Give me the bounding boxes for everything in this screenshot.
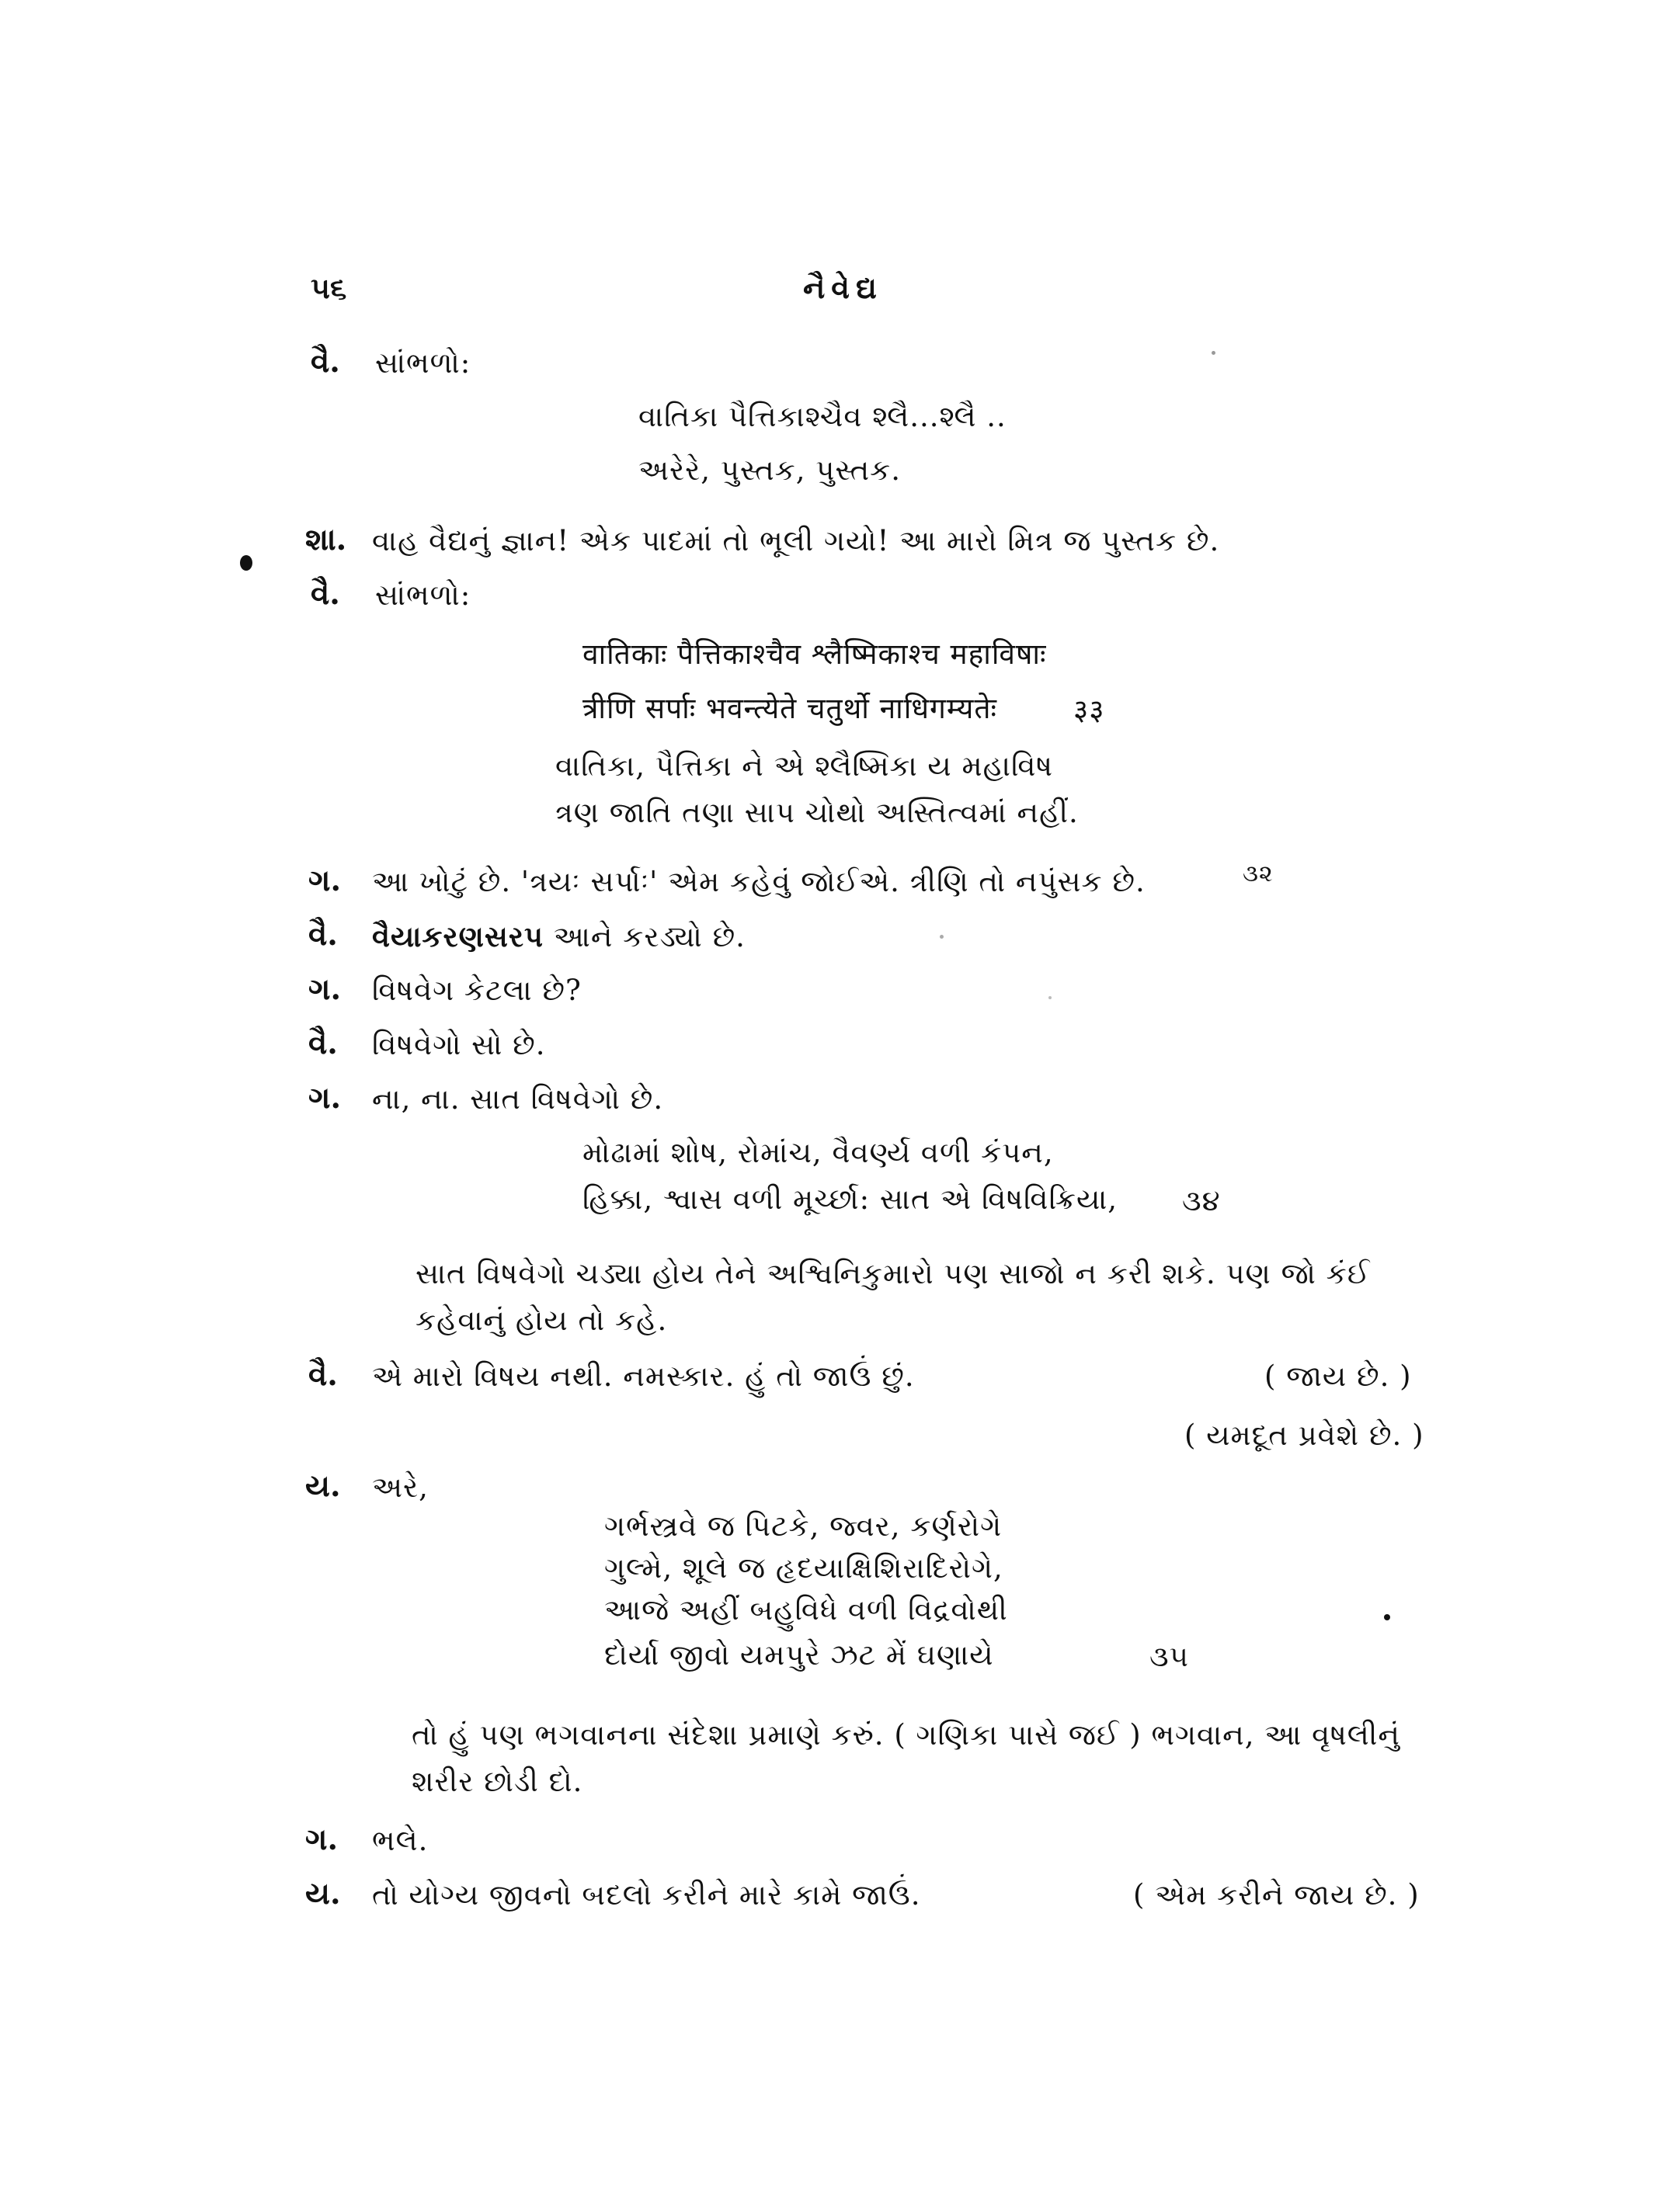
dialogue-text: એ મારો વિષય નથી. નમસ્કાર. હું તો જાઉં છું. bbox=[372, 1359, 915, 1393]
ink-speck bbox=[1048, 996, 1052, 999]
sanskrit-verse-line: त्रीणि सर्पाः भवन्त्येते चतुर्थो नाधिगम्यतेः bbox=[582, 692, 997, 725]
verse-line: હિક્કા, શ્વાસ વળી મૂર્ચ્છા: સાત એ વિષવિક્રિયા, bbox=[582, 1182, 1118, 1216]
verse-line: ત્રણ જાતિ તણા સાપ ચોથો અસ્તિત્વમાં નહીં. bbox=[555, 796, 1079, 829]
sanskrit-verse-line: वातिकाः पैत्तिकाश्चैव श्लैष्मिकाश्च महाविषाः bbox=[582, 637, 1047, 671]
prose-line: સાત વિષવેગો ચડ્યા હોય તેને અશ્વિનિકુમારો પણ સાજો ન કરી શકે. પણ જો કંઈ bbox=[416, 1257, 1371, 1290]
emphasized-word: વૈયાકરણસરપ bbox=[372, 919, 544, 953]
speaker-label: વૈ. bbox=[311, 576, 340, 612]
dialogue-text: વિષવેગ કેટલા છે? bbox=[372, 974, 582, 1007]
speaker-label: વૈ. bbox=[308, 1026, 338, 1061]
speaker-label: વૈ. bbox=[311, 344, 340, 380]
dialogue-text: સાંભળો: bbox=[375, 346, 471, 380]
ink-speck bbox=[1384, 1614, 1390, 1620]
stage-direction: ( એમ કરીને જાય છે. ) bbox=[1133, 1878, 1420, 1912]
stage-direction: ( જાય છે. ) bbox=[1264, 1359, 1412, 1393]
dialogue-text: ભલે. bbox=[372, 1824, 429, 1857]
dialogue-text: સાંભળો: bbox=[375, 578, 471, 612]
speaker-label: ગ. bbox=[305, 1821, 339, 1857]
verse-number: ३३ bbox=[1073, 693, 1105, 727]
dialogue-text: તો યોગ્ય જીવનો બદલો કરીને મારે કામે જાઉં. bbox=[372, 1878, 921, 1912]
verse-line: વાતિકા પૈત્તિકાશ્ચૈવ શ્લૈ...શ્લૈ .. bbox=[638, 400, 1007, 433]
dialogue-text: આ ખોટું છે. 'ત્રયઃ સર્પાઃ' એમ કહેવું જોઈએ. ત્રીણિ તો નપુંસક છે. bbox=[372, 865, 1146, 898]
stage-direction: ( યમદૂત પ્રવેશે છે. ) bbox=[1184, 1419, 1424, 1452]
verse-line: આજે અહીં બહુવિધે વળી વિદ્રવોથી bbox=[604, 1593, 1008, 1627]
dialogue-text: વાહ વૈદ્યનું જ્ઞાન! એક પાદમાં તો ભૂલી ગયો! આ મારો મિત્ર જ પુસ્તક છે. bbox=[372, 524, 1220, 557]
speaker-label: ગ. bbox=[308, 863, 342, 898]
speaker-label: ગ. bbox=[308, 1080, 342, 1116]
verse-number: ૩૪ bbox=[1182, 1184, 1221, 1217]
speaker-label: વૈ. bbox=[308, 1357, 338, 1393]
speaker-label: શા. bbox=[305, 522, 347, 557]
verse-number: ૩૫ bbox=[1149, 1640, 1189, 1673]
dialogue-text: ના, ના. સાત વિષવેગો છે. bbox=[372, 1082, 664, 1116]
dialogue-text: વિષવેગો સો છે. bbox=[372, 1028, 546, 1061]
speaker-label: વૈ. bbox=[308, 917, 338, 953]
running-title: નૈવેદ્ય bbox=[803, 270, 883, 305]
prose-line: તો હું પણ ભગવાનના સંદેશા પ્રમાણે કરું. ( ગણિકા પાસે જઈ ) ભગવાન, આ વૃષલીનું bbox=[412, 1718, 1400, 1752]
speaker-label: ય. bbox=[305, 1468, 341, 1504]
ink-speck bbox=[240, 555, 252, 571]
dialogue-text: આને કરડ્યો છે. bbox=[544, 920, 746, 953]
footnote-number: ૩૨ bbox=[1243, 860, 1274, 887]
verse-line: ગુલ્મે, શૂલે જ હૃદયાક્ષિશિરાદિરોગે, bbox=[604, 1551, 1003, 1585]
verse-line: ગર્ભસ્ત્રવે જ પિટકે, જ્વર, કર્ણરોગે bbox=[604, 1509, 1003, 1543]
verse-line: અરેરે, પુસ્તક, પુસ્તક. bbox=[638, 453, 902, 487]
prose-line: કહેવાનું હોય તો કહે. bbox=[416, 1304, 668, 1337]
dialogue-line bbox=[372, 919, 746, 954]
verse-line: મોઢામાં શોષ, રોમાંચ, વૈવર્ણ્ય વળી કંપન, bbox=[582, 1136, 1054, 1169]
dialogue-text: અરે, bbox=[372, 1471, 429, 1504]
page-number: ૫૬ bbox=[311, 270, 347, 305]
verse-line: દોર્યા જીવો યમપુરે ઝટ મેં ઘણાયે bbox=[604, 1638, 994, 1672]
ink-speck bbox=[940, 935, 944, 939]
prose-line: શરીર છોડી દો. bbox=[412, 1765, 583, 1798]
verse-line: વાતિકા, પૈત્તિકા ને એ શ્લૈષ્મિકા ય મહાવિષ bbox=[555, 749, 1054, 783]
ink-speck bbox=[1212, 351, 1215, 355]
speaker-label: ય. bbox=[305, 1876, 341, 1912]
speaker-label: ગ. bbox=[308, 971, 342, 1007]
